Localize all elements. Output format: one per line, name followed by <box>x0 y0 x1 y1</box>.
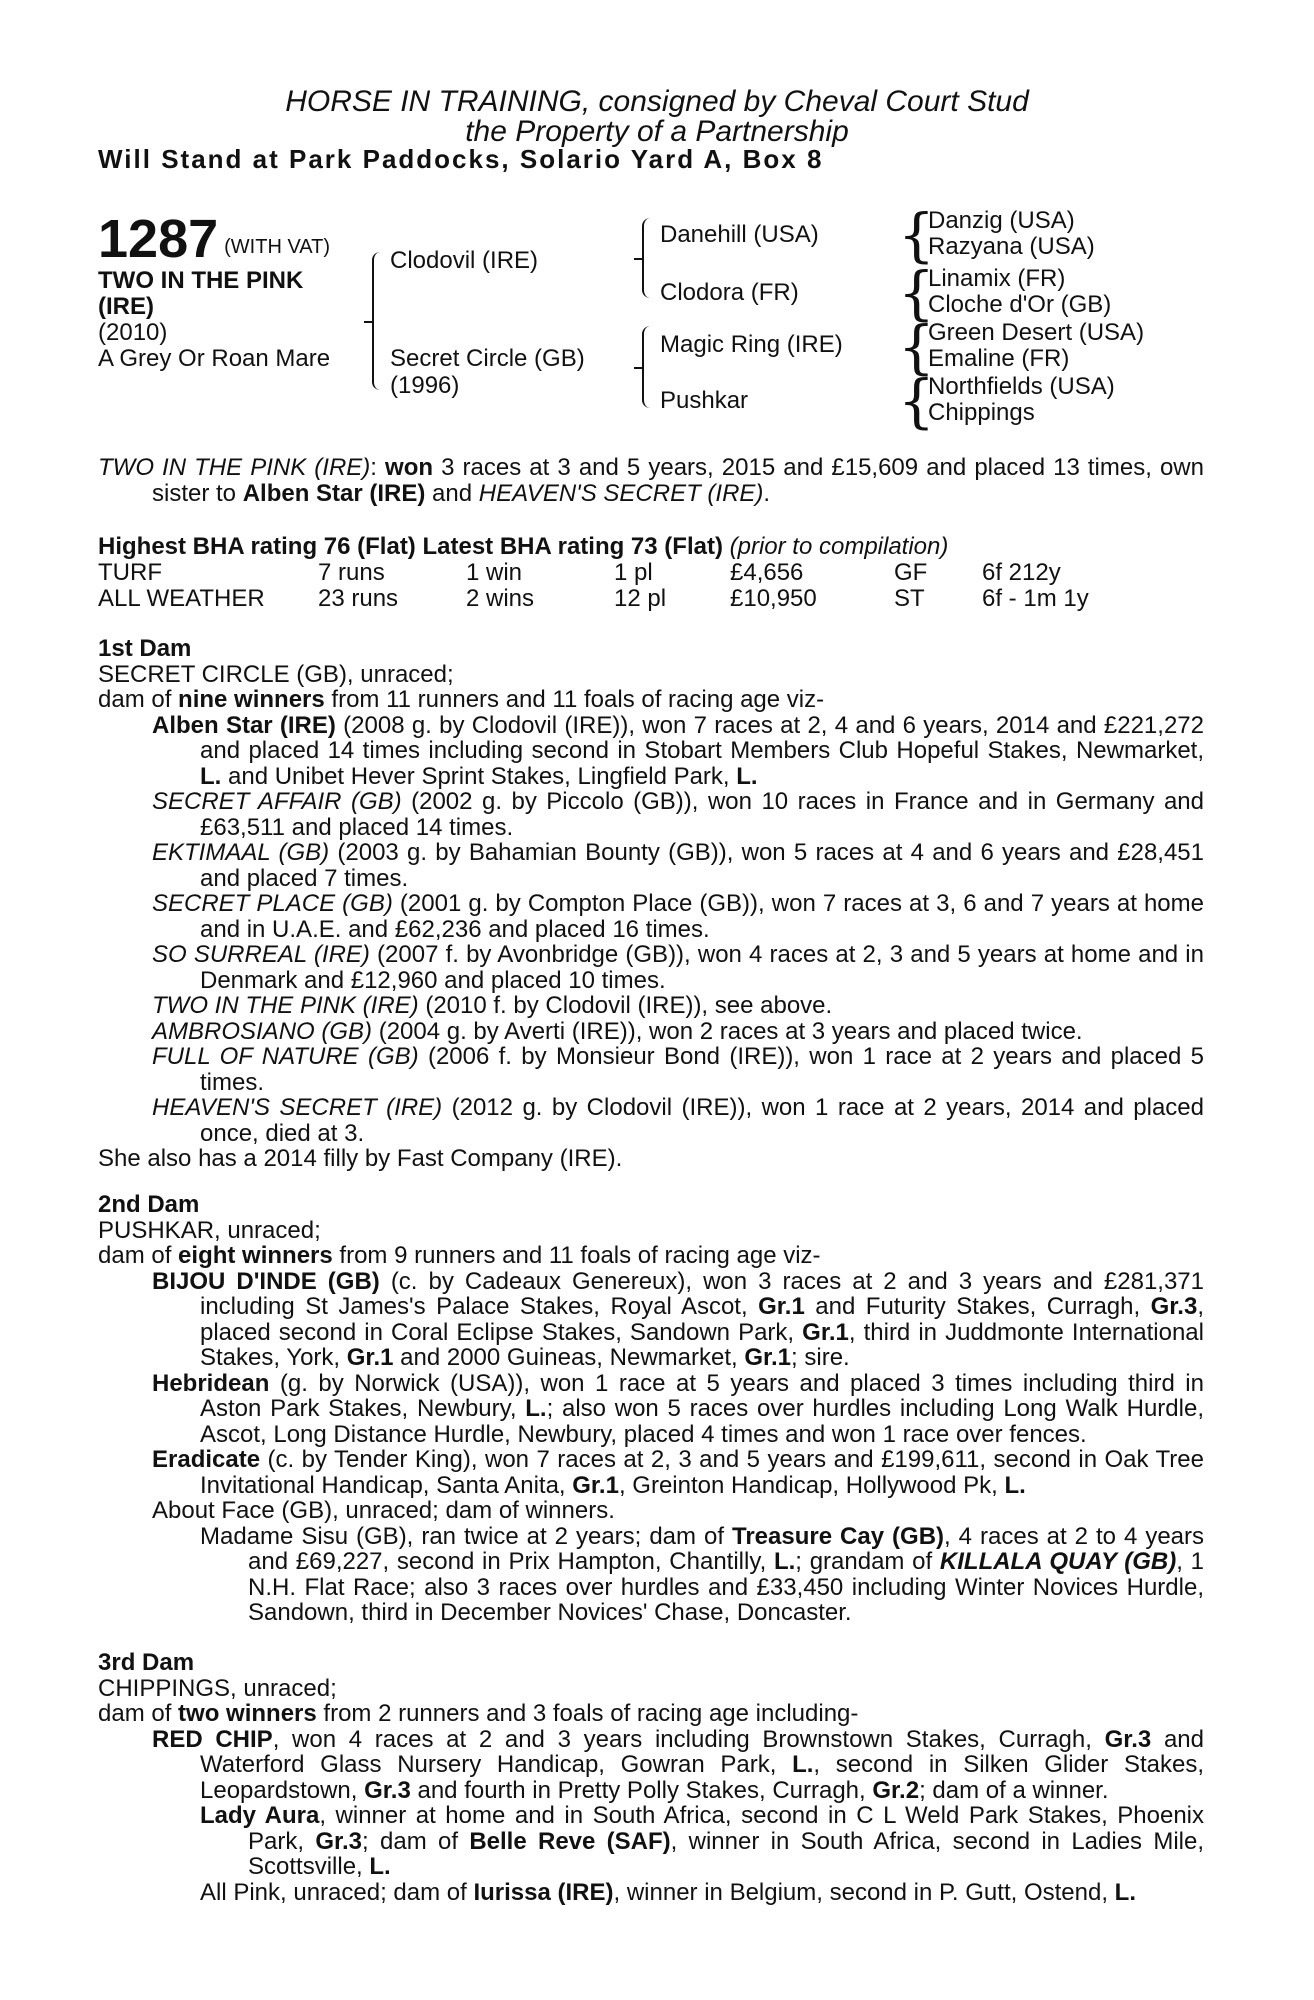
brother-name: HEAVEN'S SECRET (IRE) <box>478 479 764 507</box>
list-item: FULL OF NATURE (GB) (2006 f. by Monsieur Bond (IRE)), won 1 race at 2 years and placed 5 times. <box>152 1043 1204 1096</box>
horse-name: TWO IN THE PINK <box>98 267 304 294</box>
gg-linamix: Linamix (FR) <box>928 265 1066 292</box>
dam-parents-bracket <box>642 326 656 408</box>
horse-year: (2010) <box>98 319 168 346</box>
list-item: Hebridean (g. by Norwick (USA)), won 1 race at 5 years and placed 3 times including third in Aston Park Stakes, Newbury, L.; also won 5 races over hurdles including Long Walk Hurdle, Ascot, Long Distance Hurdle, Newbury, placed 4 times and won 1 race over fences. <box>152 1369 1204 1448</box>
gg-brace-1: { <box>898 201 935 269</box>
stand-location: Will Stand at Park Paddocks, Solario Yard A, Box 8 <box>98 144 824 174</box>
gg-chippings: Chippings <box>928 399 1035 426</box>
list-item: Alben Star (IRE) (2008 g. by Clodovil (IRE)), won 7 races at 2, 4 and 6 years, 2014 and £221,272 and placed 14 times including second in Stobart Members Club Hopeful Stakes, Newmarket, L. and Unibet Hever Sprint Stakes, Lingfield Park, L. <box>152 711 1204 790</box>
sire-dam-bracket <box>372 252 386 390</box>
list-item: AMBROSIANO (GB) (2004 g. by Averti (IRE)), won 2 races at 3 years and placed twice. <box>152 1017 1083 1045</box>
list-item: SECRET AFFAIR (GB) (2002 g. by Piccolo (GB)), won 10 races in France and in Germany and £63,511 and placed 14 times. <box>152 788 1205 841</box>
dam-dam: Pushkar <box>660 387 749 414</box>
horse-country: (IRE) <box>98 293 154 320</box>
list-item: All Pink, unraced; dam of Iurissa (IRE), winner in Belgium, second in P. Gutt, Ostend, L. <box>200 1878 1136 1906</box>
gg-cloche-dor: Cloche d'Or (GB) <box>928 291 1112 318</box>
list-item: HEAVEN'S SECRET (IRE) (2012 g. by Clodovil (IRE)), won 1 race at 2 years, 2014 and placed once, died at 3. <box>152 1094 1205 1147</box>
first-dam-section: 1st Dam SECRET CIRCLE (GB), unraced; dam of nine winners from 11 runners and 11 foals of racing age viz- Alben Star (IRE) (2008 g. by Clodovil (IRE)), won 7 races at 2, 4 and 6 years, 2014 and £221,272 and placed 14 times including second in Stobart Members Club Hopeful Stakes, Newmarket, L. and Unibet Hever Sprint Stakes, Lingfield Park, L. SECRET AFFAIR (GB) (2002 g. by Piccolo (GB)), won 10 races in France and in Germany and £63,511 and placed 14 times. EKTIMAAL (GB) (2003 g. by Bahamian Bounty (GB)), won 5 races at 4 and 6 years and £28,451 and placed 7 times. SECRET PLACE (GB) (2001 g. by Compton Place (GB)), won 7 races at 3, 6 and 7 years at home and in U.A.E. and £62,236 and placed 16 times. SO SURREAL (IRE) (2007 f. by Avonbridge (GB)), won 4 races at 2, 3 and 5 years at home and in Denmark and £12,960 and placed 10 times. TWO IN THE PINK (IRE) (2010 f. by Clodovil (IRE)), see above. AMBROSIANO (GB) (2004 g. by Averti (IRE)), won 2 races at 3 years and placed twice. FULL OF NATURE (GB) (2006 f. by Monsieur Bond (IRE)), won 1 race at 2 years and placed 5 times. HEAVEN'S SECRET (IRE) (2012 g. by Clodovil (IRE)), won 1 race at 2 years, 2014 and placed once, died at 3. She also has a 2014 filly by Fast Company (IRE). <box>98 635 1205 1172</box>
sire-sire: Danehill (USA) <box>660 221 819 248</box>
third-dam-section: 3rd Dam CHIPPINGS, unraced; dam of two winners from 2 runners and 3 foals of racing age including- RED CHIP, won 4 races at 2 and 3 years including Brownstown Stakes, Curragh, Gr.3 and Waterford Glass Nursery Handicap, Gowran Park, L., second in Silken Glider Stakes, Leopardstown, Gr.3 and fourth in Pretty Polly Stakes, Curragh, Gr.2; dam of a winner. Lady Aura, winner at home and in South Africa, second in C L Weld Park Stakes, Phoenix Park, Gr.3; dam of Belle Reve (SAF), winner in South Africa, second in Ladies Mile, Scottsville, L. All Pink, unraced; dam of Iurissa (IRE), winner in Belgium, second in P. Gutt, Ostend, L. <box>98 1649 1205 1906</box>
gg-green-desert: Green Desert (USA) <box>928 319 1145 346</box>
list-item: RED CHIP, won 4 races at 2 and 3 years including Brownstown Stakes, Curragh, Gr.3 and Waterford Glass Nursery Handicap, Gowran Park, L., second in Silken Glider Stakes, Leopardstown, Gr.3 and fourth in Pretty Polly Stakes, Curragh, Gr.2; dam of a winner. <box>152 1725 1205 1804</box>
list-item: About Face (GB), unraced; dam of winners. <box>152 1497 615 1524</box>
gg-northfields: Northfields (USA) <box>928 373 1115 400</box>
sire-parents-bracket <box>642 218 656 298</box>
gg-brace-4: { <box>898 367 935 435</box>
sister-name: Alben Star (IRE) <box>242 479 426 507</box>
list-item: Madame Sisu (GB), ran twice at 2 years; dam of Treasure Cay (GB), 4 races at 2 to 4 years and £69,227, second in Prix Hampton, Chantilly, L.; grandam of KILLALA QUAY (GB), 1 N.H. Flat Race; also 3 races over hurdles and £33,450 including Winter Novices Hurdle, Sandown, third in December Novices' Chase, Doncaster. <box>200 1522 1205 1626</box>
race-summary: TWO IN THE PINK (IRE): won 3 races at 3 and 5 years, 2015 and £15,609 and placed 13 times, own sister to Alben Star (IRE) and HEAVEN'S SECRET (IRE). <box>98 454 1204 507</box>
table-row: ALL WEATHER 23 runs 2 wins 12 pl £10,950 ST 6f - 1m 1y <box>98 585 1089 612</box>
list-item: SECRET PLACE (GB) (2001 g. by Compton Place (GB)), won 7 races at 3, 6 and 7 years at home and in U.A.E. and £62,236 and placed 16 times. <box>152 890 1204 943</box>
gg-brace-3: { <box>898 313 935 381</box>
list-item: BIJOU D'INDE (GB) (c. by Cadeaux Genereux), won 3 races at 2 and 3 years and £281,371 including St James's Palace Stakes, Royal Ascot, Gr.1 and Futurity Stakes, Curragh, Gr.3, placed second in Coral Eclipse Stakes, Sandown Park, Gr.1, third in Juddmonte International Stakes, York, Gr.1 and 2000 Guineas, Newmarket, Gr.1; sire. <box>152 1267 1205 1371</box>
list-item: TWO IN THE PINK (IRE) (2010 f. by Clodovil (IRE)), see above. <box>152 992 833 1019</box>
section-title: 2nd Dam <box>98 1191 200 1218</box>
gg-brace-2: { <box>898 259 935 327</box>
second-dam-section: 2nd Dam PUSHKAR, unraced; dam of eight winners from 9 runners and 11 foals of racing age viz- BIJOU D'INDE (GB) (c. by Cadeaux Genereux), won 3 races at 2 and 3 years and £281,371 including St James's Palace Stakes, Royal Ascot, Gr.1 and Futurity Stakes, Curragh, Gr.3, placed second in Coral Eclipse Stakes, Sandown Park, Gr.1, third in Juddmonte International Stakes, York, Gr.1 and 2000 Guineas, Newmarket, Gr.1; sire. Hebridean (g. by Norwick (USA)), won 1 race at 5 years and placed 3 times including third in Aston Park Stakes, Newbury, L.; also won 5 races over hurdles including Long Walk Hurdle, Ascot, Long Distance Hurdle, Newbury, placed 4 times and won 1 race over fences. Eradicate (c. by Tender King), won 7 races at 2, 3 and 5 years and £199,611, second in Oak Tree Invitational Handicap, Santa Anita, Gr.1, Greinton Handicap, Hollywood Pk, L. About Face (GB), unraced; dam of winners. Madame Sisu (GB), ran twice at 2 years; dam of Treasure Cay (GB), 4 races at 2 to 4 years and £69,227, second in Prix Hampton, Chantilly, L.; grandam of KILLALA QUAY (GB), 1 N.H. Flat Race; also 3 races over hurdles and £33,450 including Winter Novices Hurdle, Sandown, third in December Novices' Chase, Doncaster. <box>98 1191 1205 1626</box>
gg-razyana: Razyana (USA) <box>928 233 1095 260</box>
lot-number: 1287 (WITH VAT) <box>98 209 331 269</box>
list-item: SO SURREAL (IRE) (2007 f. by Avonbridge (GB)), won 4 races at 2, 3 and 5 years at home and in Denmark and £12,960 and placed 10 times. <box>152 941 1204 994</box>
sire: Clodovil (IRE) <box>390 247 539 274</box>
list-item: Eradicate (c. by Tender King), won 7 races at 2, 3 and 5 years and £199,611, second in Oak Tree Invitational Handicap, Santa Anita, Gr.1, Greinton Handicap, Hollywood Pk, L. <box>152 1446 1204 1499</box>
bha-rating: Highest BHA rating 76 (Flat) Latest BHA rating 73 (Flat) (prior to compilation) <box>98 533 949 560</box>
dam-sire: Magic Ring (IRE) <box>660 331 843 358</box>
list-item: Lady Aura, winner at home and in South Africa, second in C L Weld Park Stakes, Phoenix Park, Gr.3; dam of Belle Reve (SAF), winner in South Africa, second in Ladies Mile, Scottsville, L. <box>200 1802 1205 1880</box>
section-title: 3rd Dam <box>98 1649 195 1676</box>
gg-emaline: Emaline (FR) <box>928 345 1070 372</box>
horse-description: A Grey Or Roan Mare <box>98 345 331 372</box>
dam-year: (1996) <box>390 372 460 399</box>
property-line: the Property of a Partnership <box>465 115 849 148</box>
sire-dam: Clodora (FR) <box>660 279 799 306</box>
vat-note: (WITH VAT) <box>224 236 331 258</box>
list-item: EKTIMAAL (GB) (2003 g. by Bahamian Bounty (GB)), won 5 races at 4 and 6 years and £28,451 and placed 7 times. <box>152 839 1204 892</box>
consignor-line: HORSE IN TRAINING, consigned by Cheval Court Stud <box>285 85 1029 118</box>
table-row: TURF 7 runs 1 win 1 pl £4,656 GF 6f 212y <box>98 559 1061 586</box>
gg-danzig: Danzig (USA) <box>928 207 1075 234</box>
race-stats-table <box>98 560 1089 612</box>
section-title: 1st Dam <box>98 635 192 662</box>
dam: Secret Circle (GB) <box>390 345 585 372</box>
